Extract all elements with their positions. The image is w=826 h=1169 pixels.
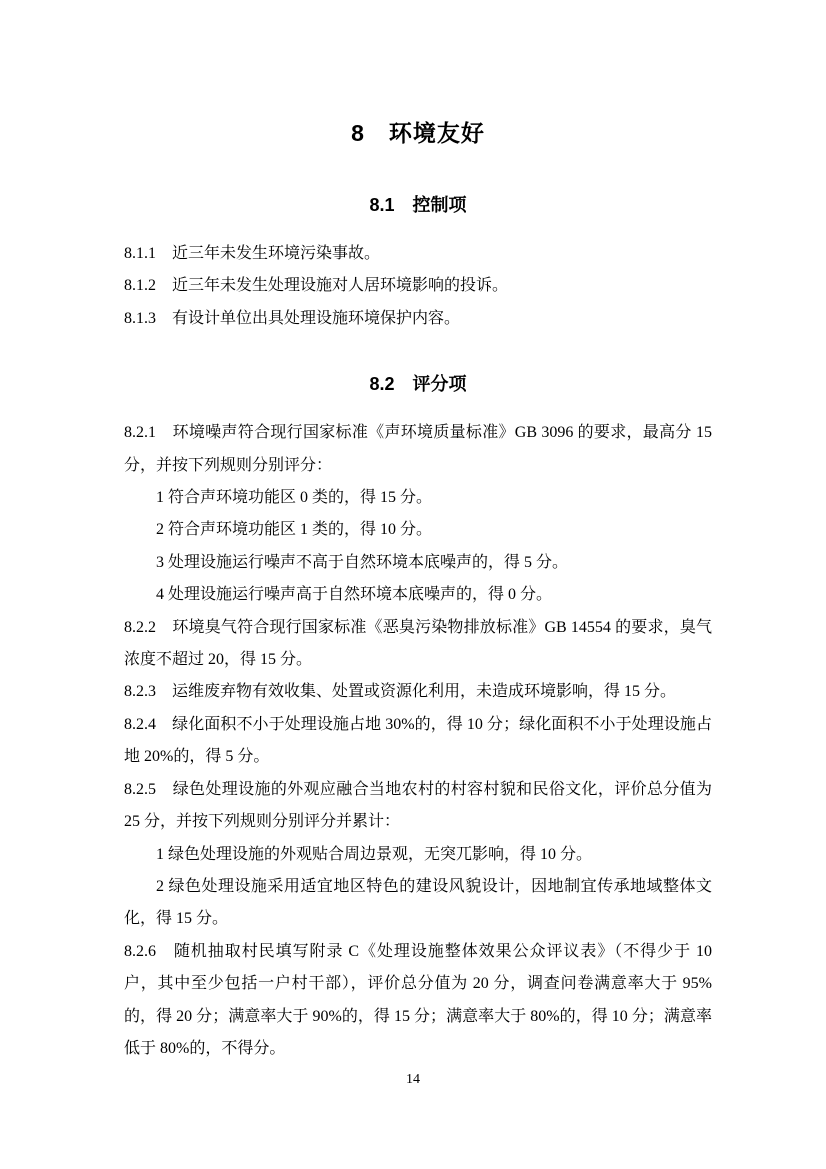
section-8-2-body <box>124 417 712 1065</box>
clause-8-2-1: 8.2.1 环境噪声符合现行国家标准《声环境质量标准》GB 3096 的要求，最高分 15 分，并按下列规则分别评分： <box>124 424 712 474</box>
subclause-8-2-1-item-4: 4 处理设施运行噪声高于自然环境本底噪声的，得 0 分。 <box>156 586 553 604</box>
chapter-title: 8 环境友好 <box>351 120 485 146</box>
section-8-1-heading: 8.1 控制项 <box>369 195 467 215</box>
clause-8-1-2: 8.1.2 近三年未发生处理设施对人居环境影响的投诉。 <box>124 277 509 295</box>
section-8-1-body <box>124 238 712 335</box>
subclause-8-2-1-item-2: 2 符合声环境功能区 1 类的，得 10 分。 <box>156 521 433 539</box>
page-number: 14 <box>406 1072 420 1087</box>
clause-8-2-5: 8.2.5 绿色处理设施的外观应融合当地农村的村容村貌和民俗文化，评价总分值为 25 分，并按下列规则分别评分并累计： <box>124 780 712 831</box>
subclause-8-2-5-item-1: 1 绿色处理设施的外观贴合周边景观，无突兀影响，得 10 分。 <box>156 845 593 863</box>
subclause-8-2-1-item-1: 1 符合声环境功能区 0 类的，得 15 分。 <box>156 489 433 507</box>
section-8-2-heading: 8.2 评分项 <box>369 374 467 395</box>
subclause-8-2-5-item-2: 2 绿色处理设施采用适宜地区特色的建设风貌设计，因地制宜传承地域整体文化，得 15 分。 <box>124 877 712 928</box>
clause-8-2-6: 8.2.6 随机抽取村民填写附录 C《处理设施整体效果公众评议表》（不得少于 10 户，其中至少包括一户村干部），评价总分值为 20 分，调查问卷满意率大于 95%的，得 20 分；满意率大于 90%的，得 15 分；满意率大于 80%的，得 10 分；满意率低于 80%的，不得分。 <box>124 942 712 1057</box>
subclause-8-2-1-item-3: 3 处理设施运行噪声不高于自然环境本底噪声的，得 5 分。 <box>156 553 569 571</box>
clause-8-2-4: 8.2.4 绿化面积不小于处理设施占地 30%的，得 10 分；绿化面积不小于处理设施占地 20%的，得 5 分。 <box>124 715 712 766</box>
page-content <box>124 0 712 1065</box>
clause-8-2-3: 8.2.3 运维废弃物有效收集、处置或资源化利用，未造成环境影响，得 15 分。 <box>124 683 677 701</box>
clause-8-2-2: 8.2.2 环境臭气符合现行国家标准《恶臭污染物排放标准》GB 14554 的要求，臭气浓度不超过 20，得 15 分。 <box>124 618 712 669</box>
clause-8-1-1: 8.1.1 近三年未发生环境污染事故。 <box>124 245 381 262</box>
clause-8-1-3: 8.1.3 有设计单位出具处理设施环境保护内容。 <box>124 309 461 327</box>
